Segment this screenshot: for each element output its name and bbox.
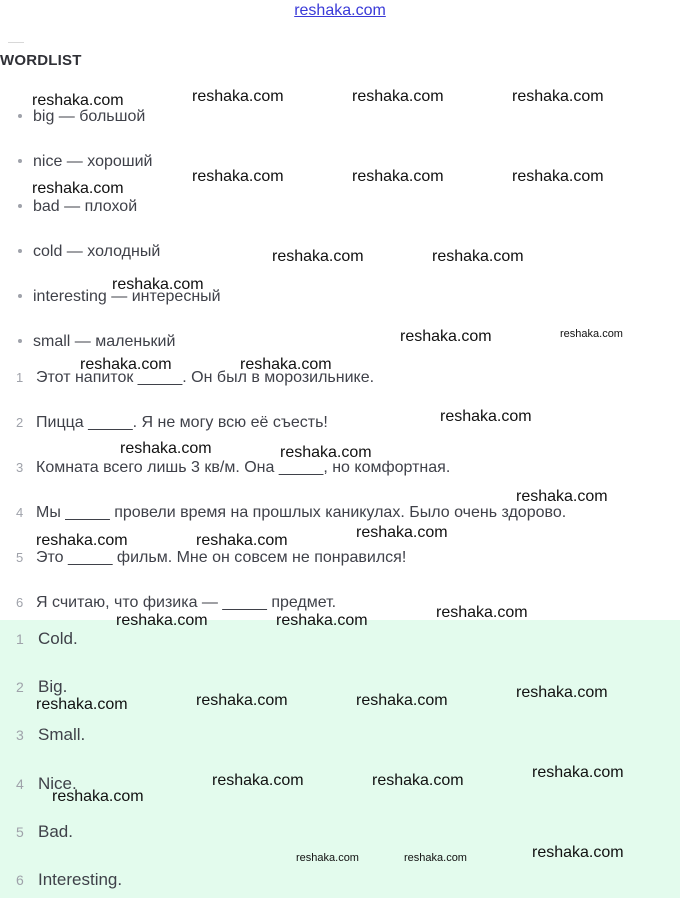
watermark: reshaka.com (400, 328, 492, 345)
answer-item (16, 725, 85, 745)
bullet-icon (18, 204, 22, 208)
watermark: reshaka.com (36, 696, 128, 713)
watermark: reshaka.com (196, 692, 288, 709)
bullet-icon (18, 339, 22, 343)
exercise-item (16, 504, 566, 522)
answer-number: 5 (16, 824, 24, 840)
wordlist-item (18, 333, 175, 351)
bullet-icon (18, 114, 22, 118)
answer-number: 1 (16, 631, 24, 647)
exercise-item (16, 594, 336, 612)
bullet-icon (18, 159, 22, 163)
answer-text: Nice. (38, 774, 77, 793)
answer-number: 4 (16, 776, 24, 792)
watermark: reshaka.com (352, 168, 444, 185)
watermark: reshaka.com (356, 524, 448, 541)
site-link[interactable]: reshaka.com (294, 2, 386, 19)
exercise-number: 5 (16, 550, 24, 565)
answer-number: 3 (16, 727, 24, 743)
wordlist-text: bad — плохой (33, 198, 138, 215)
watermark: reshaka.com (192, 88, 284, 105)
answer-number: 6 (16, 872, 24, 888)
exercise-item (16, 459, 450, 477)
watermark: reshaka.com (112, 276, 204, 293)
watermark: reshaka.com (80, 356, 172, 373)
exercise-number: 6 (16, 595, 24, 610)
answer-text: Big. (38, 677, 68, 696)
watermark: reshaka.com (352, 88, 444, 105)
watermark: reshaka.com (32, 92, 124, 109)
wordlist-item (18, 198, 137, 216)
answer-item (16, 629, 78, 649)
watermark: reshaka.com (240, 356, 332, 373)
exercise-text: Это _____ фильм. Мне он совсем не понравился! (36, 549, 407, 566)
bullet-icon (18, 249, 22, 253)
wordlist-item (18, 153, 152, 171)
watermark: reshaka.com (532, 844, 624, 861)
answer-item (16, 870, 122, 890)
exercise-number: 1 (16, 370, 24, 385)
answer-item (16, 822, 73, 842)
exercise-text: Этот напиток _____. Он был в морозильнике. (36, 369, 375, 386)
watermark: reshaka.com (516, 488, 608, 505)
exercise-number: 4 (16, 505, 24, 520)
exercise-text: Пицца _____. Я не могу всю её съесть! (36, 414, 328, 431)
watermark: reshaka.com (356, 692, 448, 709)
exercise-text: Я считаю, что физика — _____ предмет. (36, 594, 337, 611)
watermark: reshaka.com (36, 532, 128, 549)
watermark: reshaka.com (516, 684, 608, 701)
answer-text: Bad. (38, 822, 73, 841)
watermark: reshaka.com (276, 612, 368, 629)
watermark: reshaka.com (52, 788, 144, 805)
watermark: reshaka.com (296, 852, 359, 864)
answer-text: Cold. (38, 629, 78, 648)
watermark: reshaka.com (532, 764, 624, 781)
watermark: reshaka.com (512, 168, 604, 185)
wordlist-text: nice — хороший (33, 153, 153, 170)
answer-text: Interesting. (38, 870, 123, 889)
watermark: reshaka.com (280, 444, 372, 461)
exercise-item (16, 414, 328, 432)
wordlist-heading: WORDLIST (0, 52, 82, 69)
exercise-text: Мы _____ провели время на прошлых каникулах. Было очень здорово. (36, 504, 567, 521)
exercise-number: 2 (16, 415, 24, 430)
wordlist-item (18, 108, 145, 126)
exercise-number: 3 (16, 460, 24, 475)
watermark: reshaka.com (192, 168, 284, 185)
watermark: reshaka.com (436, 604, 528, 621)
divider (8, 42, 24, 43)
wordlist-text: big — большой (33, 108, 146, 125)
exercise-item (16, 549, 406, 567)
watermark: reshaka.com (404, 852, 467, 864)
watermark: reshaka.com (32, 180, 124, 197)
exercise-text: Комната всего лишь 3 кв/м. Она _____, но комфортная. (36, 459, 451, 476)
watermark: reshaka.com (560, 328, 623, 340)
watermark: reshaka.com (432, 248, 524, 265)
answer-text: Small. (38, 725, 86, 744)
answer-number: 2 (16, 679, 24, 695)
watermark: reshaka.com (372, 772, 464, 789)
watermark: reshaka.com (512, 88, 604, 105)
watermark: reshaka.com (212, 772, 304, 789)
watermark: reshaka.com (196, 532, 288, 549)
watermark: reshaka.com (116, 612, 208, 629)
watermark: reshaka.com (272, 248, 364, 265)
wordlist-item (18, 243, 160, 261)
watermark: reshaka.com (120, 440, 212, 457)
wordlist-text: cold — холодный (33, 243, 161, 260)
bullet-icon (18, 294, 22, 298)
answer-item (16, 677, 67, 697)
watermark: reshaka.com (440, 408, 532, 425)
wordlist-text: interesting — интересный (33, 288, 221, 305)
wordlist-text: small — маленький (33, 333, 176, 350)
